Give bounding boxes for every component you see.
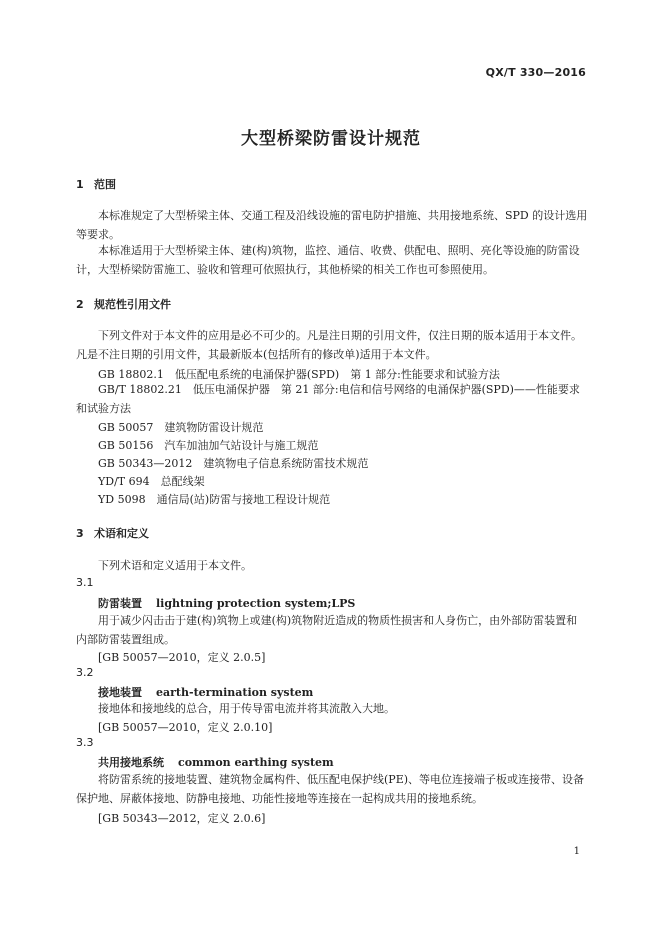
reference-item: GB 50343—2012 建筑物电子信息系统防雷技术规范 [98,457,369,470]
term-definition: 用于减少闪击击于建(构)筑物上或建(构)筑物附近造成的物质性损害和人身伤亡，由外部防雷装置和内部防雷装置组成。 [76,614,578,646]
reference-item: GB/T 18802.21 低压电涌保护器 第 21 部分:电信和信号网络的电涌保护器(SPD)——性能要求和试验方法 [76,383,580,415]
term-name [98,595,355,611]
term-definition: 接地体和接地线的总合，用于传导雷电流并将其流散入大地。 [98,702,395,715]
section-3-heading [76,525,149,541]
paragraph: 本标准适用于大型桥梁主体、建(构)筑物，监控、通信、收费、供配电、照明、亮化等设施的防雷设计，大型桥梁防雷施工、验收和管理可依照执行，其他桥梁的相关工作也可参照使用。 [76,244,580,276]
term-source: [GB 50057—2010，定义 2.0.10] [98,721,273,734]
section-title: 术语和定义 [94,527,149,540]
term-zh: 防雷装置 [98,597,142,610]
section-1-heading [76,176,116,192]
section-number: 3 [76,527,84,540]
section-title: 范围 [94,178,116,191]
term-name [98,684,313,700]
term-source: [GB 50343—2012，定义 2.0.6] [98,812,266,825]
term-en: earth-termination system [156,686,314,699]
standard-code: QX/T 330—2016 [485,66,586,79]
term-en: common earthing system [178,756,334,769]
term-zh: 接地装置 [98,686,142,699]
term-number: 3.1 [76,576,94,589]
page-number: 1 [573,846,580,857]
section-title: 规范性引用文件 [94,298,171,311]
reference-item: YD/T 694 总配线架 [98,475,205,488]
reference-item: GB 50057 建筑物防雷设计规范 [98,421,264,434]
term-name [98,754,334,770]
term-source: [GB 50057—2010，定义 2.0.5] [98,651,266,664]
paragraph: 下列文件对于本文件的应用是必不可少的。凡是注日期的引用文件，仅注日期的版本适用于本文件。凡是不注日期的引用文件，其最新版本(包括所有的修改单)适用于本文件。 [76,329,582,361]
term-number: 3.2 [76,666,94,679]
term-zh: 共用接地系统 [98,756,164,769]
document-title: 大型桥梁防雷设计规范 [241,129,421,149]
term-definition: 将防雷系统的接地装置、建筑物金属构件、低压配电保护线(PE)、等电位连接端子板或连接带、设备保护地、屏蔽体接地、防静电接地、功能性接地等连接在一起构成共用的接地系统。 [76,773,585,805]
section-number: 2 [76,298,84,311]
term-number: 3.3 [76,736,94,749]
reference-item: GB 18802.1 低压配电系统的电涌保护器(SPD) 第 1 部分:性能要求和试验方法 [98,368,500,381]
paragraph: 本标准规定了大型桥梁主体、交通工程及沿线设施的雷电防护措施、共用接地系统、SPD 的设计选用等要求。 [76,209,588,241]
section-2-heading [76,296,171,312]
section-number: 1 [76,178,84,191]
term-en: lightning protection system;LPS [156,597,356,610]
reference-item: GB 50156 汽车加油加气站设计与施工规范 [98,439,319,452]
paragraph: 下列术语和定义适用于本文件。 [98,559,252,572]
reference-item: YD 5098 通信局(站)防雷与接地工程设计规范 [98,493,331,506]
